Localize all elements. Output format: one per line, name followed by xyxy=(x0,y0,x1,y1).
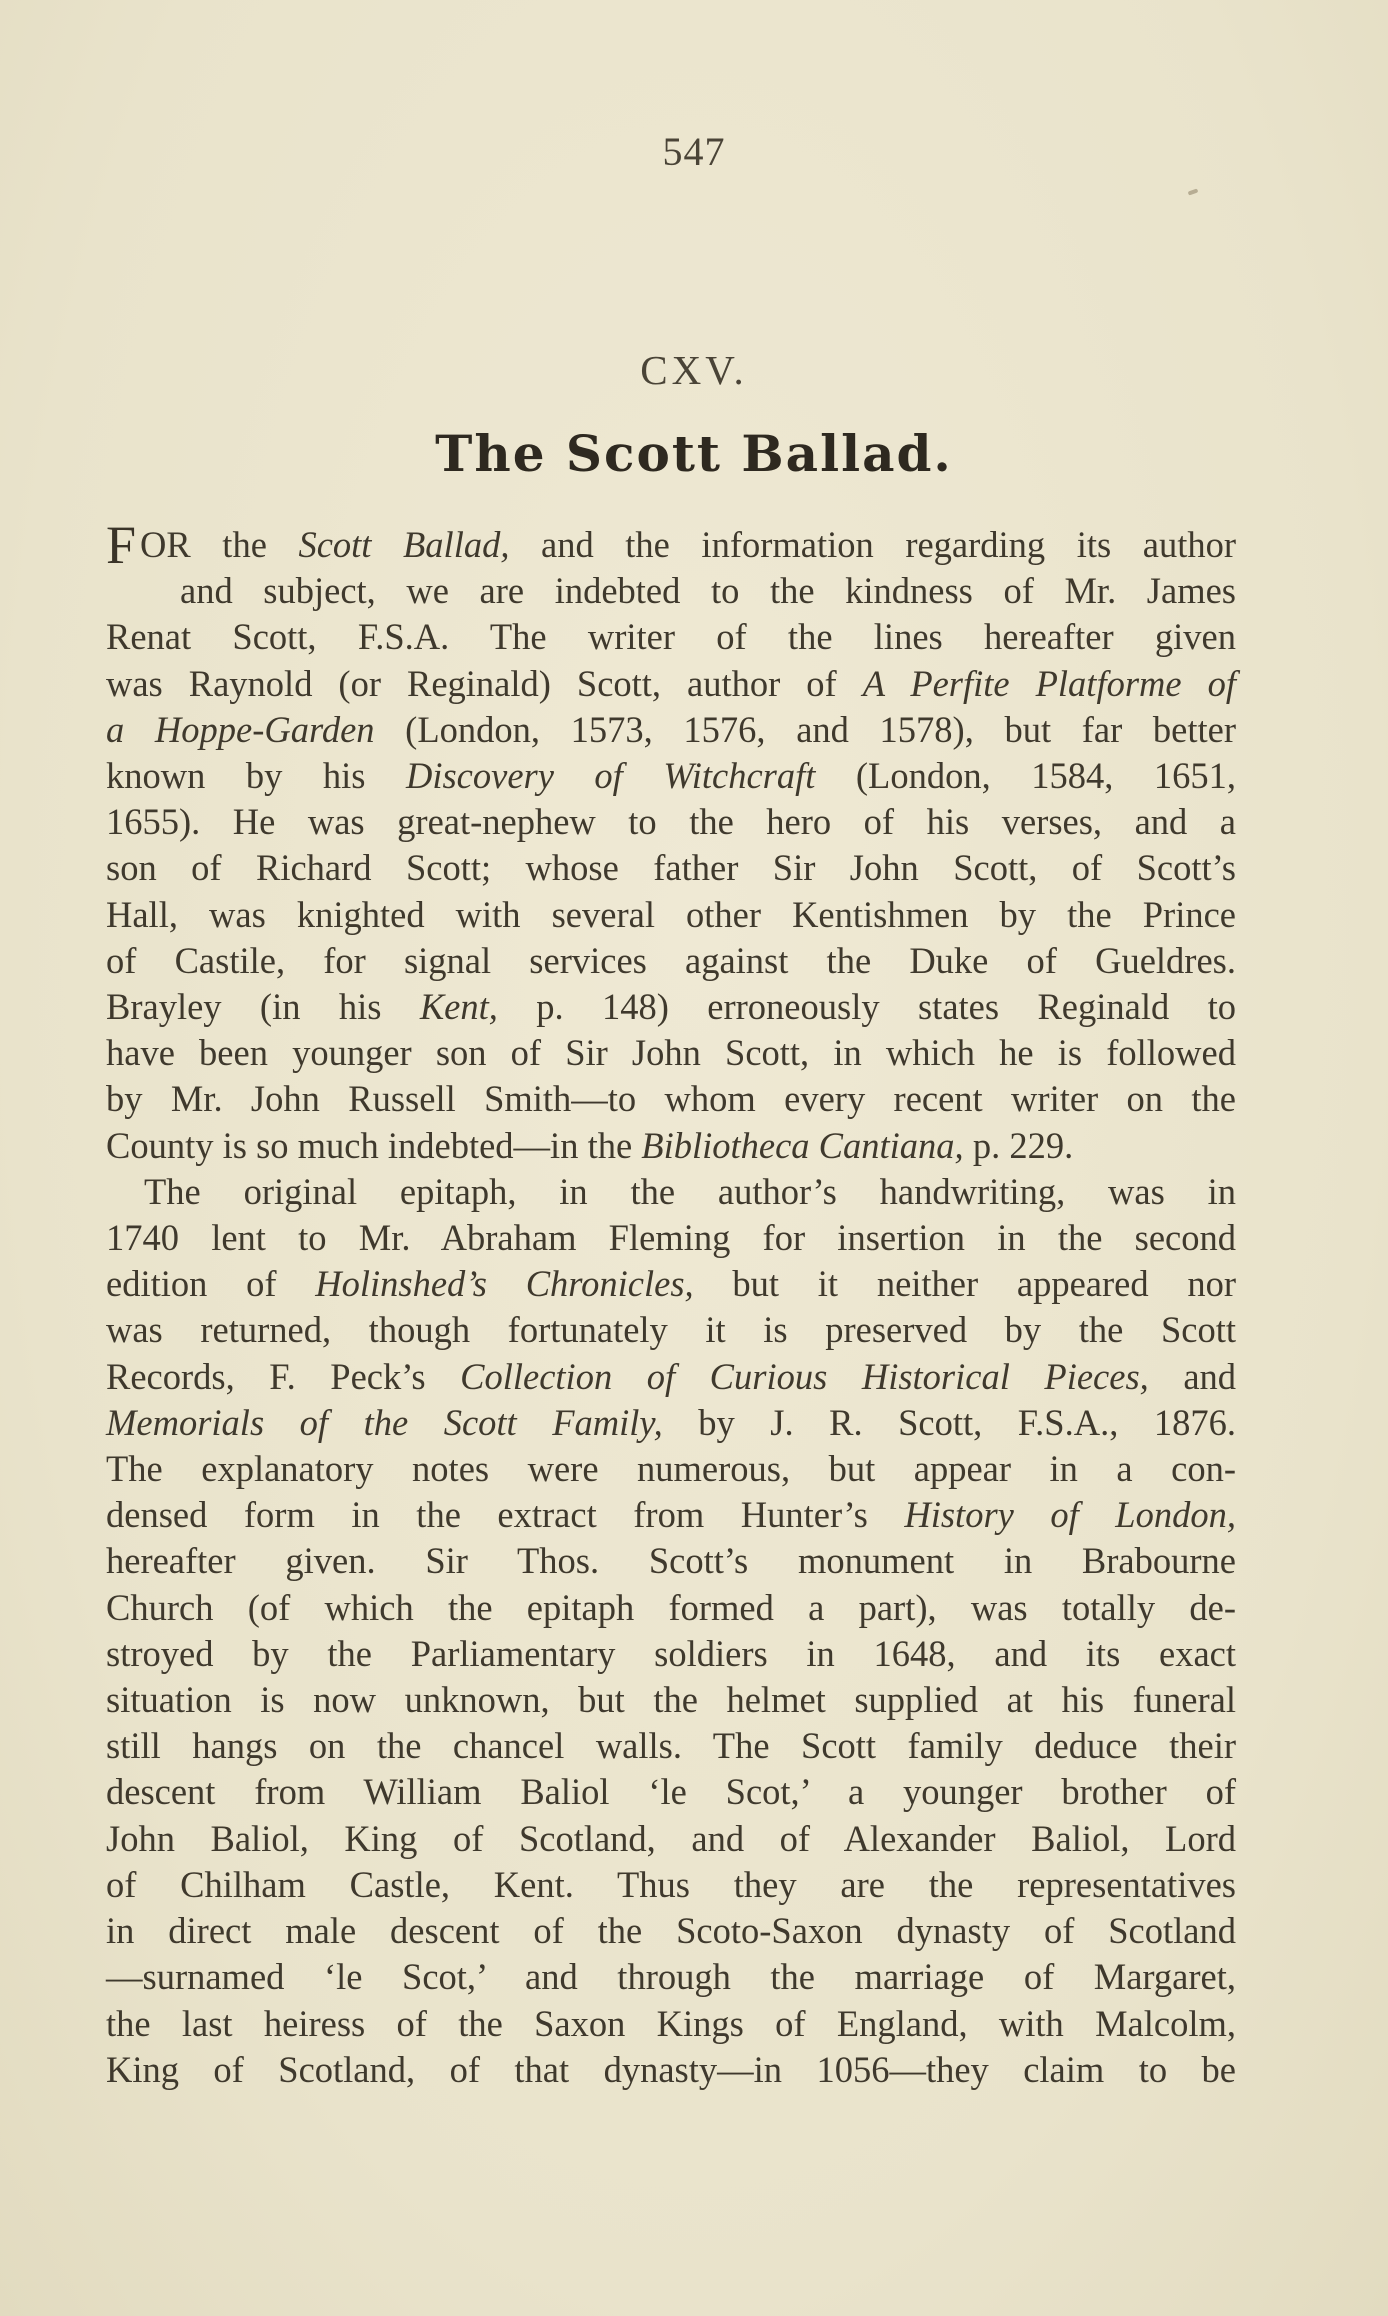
text-run: stroyed by the Parliamentary soldiers in 1648, and its exact xyxy=(106,1632,1236,1674)
text-line xyxy=(106,1400,1236,1446)
text-line xyxy=(106,892,1236,938)
text-run: edition of xyxy=(106,1263,316,1305)
text-run: Hall, was knighted with several other Kentishmen by the Prince xyxy=(106,893,1236,935)
text-line xyxy=(106,1261,1236,1307)
text-run: p. 148) erroneously states Reginald to xyxy=(497,986,1236,1028)
text-line xyxy=(106,1954,1236,2000)
text-run: p. 229. xyxy=(963,1124,1074,1166)
italic-title: Memorials of the Scott Family, xyxy=(106,1401,663,1443)
text-run: known by his xyxy=(106,755,406,797)
text-run: The explanatory notes were numerous, but appear in a con- xyxy=(106,1448,1236,1490)
text-run: by Mr. John Russell Smith—to whom every recent writer on the xyxy=(106,1078,1236,1120)
italic-title: a Hoppe-Garden xyxy=(106,708,375,750)
text-line xyxy=(106,1123,1236,1169)
text-line xyxy=(106,1076,1236,1122)
text-line xyxy=(106,614,1236,660)
text-run: hereafter given. Sir Thos. Scott’s monument in Brabourne xyxy=(106,1540,1236,1582)
text-line xyxy=(106,1816,1236,1862)
italic-title: Bibliotheca Cantiana, xyxy=(641,1124,964,1166)
text-line xyxy=(106,661,1236,707)
text-run: (London, 1584, 1651, xyxy=(815,755,1236,797)
italic-title: Scott Ballad, xyxy=(298,524,510,565)
text-line xyxy=(106,2001,1236,2047)
text-line xyxy=(106,1585,1236,1631)
text-line xyxy=(106,1538,1236,1584)
chapter-title: The Scott Ballad. xyxy=(435,424,953,483)
text-run: descent from William Baliol ‘le Scot,’ a younger brother of xyxy=(106,1771,1236,1813)
text-line xyxy=(106,1723,1236,1769)
italic-title: Kent, xyxy=(419,986,498,1028)
text-run: of Castile, for signal services against the Duke of Gueldres. xyxy=(106,939,1236,981)
text-line xyxy=(106,568,1236,614)
text-line xyxy=(106,1631,1236,1677)
text-line xyxy=(106,1862,1236,1908)
text-run: John Baliol, King of Scotland, and of Alexander Baliol, Lord xyxy=(106,1817,1236,1859)
text-run: OR the xyxy=(140,524,299,565)
text-run: by J. R. Scott, F.S.A., 1876. xyxy=(662,1401,1236,1443)
text-run: have been younger son of Sir John Scott, in which he is followed xyxy=(106,1032,1236,1074)
text-line xyxy=(106,1030,1236,1076)
text-run: (London, 1573, 1576, and 1578), but far better xyxy=(374,708,1237,750)
text-run: 1740 lent to Mr. Abraham Fleming for insertion in the second xyxy=(106,1217,1236,1259)
text-run: and subject, we are indebted to the kindness of Mr. James xyxy=(180,570,1236,612)
chapter-number: CXV. xyxy=(640,347,748,393)
text-line xyxy=(106,984,1236,1030)
text-run: King of Scotland, of that dynasty—in 1056—they claim to be xyxy=(106,2048,1236,2090)
text-line xyxy=(106,753,1236,799)
text-line xyxy=(106,845,1236,891)
text-run: County is so much indebted—in the xyxy=(106,1124,642,1166)
text-run: Church (of which the epitaph formed a part), was totally de- xyxy=(106,1586,1236,1628)
text-line xyxy=(106,1354,1236,1400)
italic-title: Holinshed’s Chronicles, xyxy=(315,1263,694,1305)
text-run: Brayley (in his xyxy=(106,986,420,1028)
text-run: and xyxy=(1148,1355,1237,1397)
drop-cap: F xyxy=(106,515,137,575)
text-line xyxy=(106,1169,1236,1215)
text-line xyxy=(106,1492,1236,1538)
text-line xyxy=(106,1677,1236,1723)
text-run: was Raynold (or Reginald) Scott, author of xyxy=(106,662,863,704)
page-number: 547 xyxy=(662,129,726,174)
text-run: Records, F. Peck’s xyxy=(106,1355,461,1397)
text-run: was returned, though fortunately it is preserved by the Scott xyxy=(106,1309,1236,1351)
text-run: but it neither appeared nor xyxy=(693,1263,1236,1305)
text-line xyxy=(106,799,1236,845)
italic-title: Discovery of Witchcraft xyxy=(405,755,816,797)
text-run: still hangs on the chancel walls. The Scott family deduce their xyxy=(106,1725,1236,1767)
text-line xyxy=(106,1908,1236,1954)
paper-blemish xyxy=(1188,188,1199,195)
text-run: of Chilham Castle, Kent. Thus they are the representatives xyxy=(106,1863,1236,1905)
italic-title: Collection of Curious Historical Pieces, xyxy=(460,1355,1149,1397)
text-run: the last heiress of the Saxon Kings of England, with Malcolm, xyxy=(106,2002,1236,2044)
text-run: Renat Scott, F.S.A. The writer of the lines hereafter given xyxy=(106,616,1236,658)
text-run: son of Richard Scott; whose father Sir John Scott, of Scott’s xyxy=(106,847,1236,889)
text-run: in direct male descent of the Scoto-Saxon dynasty of Scotland xyxy=(106,1910,1236,1952)
text-line xyxy=(106,1215,1236,1261)
text-run: —surnamed ‘le Scot,’ and through the marriage of Margaret, xyxy=(106,1956,1236,1998)
text-run: The original epitaph, in the author’s handwriting, was in xyxy=(144,1170,1236,1212)
italic-title: A Perfite Platforme of xyxy=(862,662,1236,704)
text-run: densed form in the extract from Hunter’s xyxy=(106,1494,905,1536)
italic-title: History of London, xyxy=(904,1494,1236,1536)
text-line xyxy=(106,515,1237,575)
text-run: situation is now unknown, but the helmet supplied at his funeral xyxy=(106,1679,1236,1721)
body-text xyxy=(106,515,1237,2093)
text-line xyxy=(106,1769,1236,1815)
text-run: 1655). He was great-nephew to the hero of his verses, and a xyxy=(106,801,1236,843)
text-line xyxy=(106,1446,1236,1492)
text-run: and the information regarding its author xyxy=(509,524,1237,565)
text-line xyxy=(106,707,1236,753)
text-line xyxy=(106,2047,1236,2093)
text-line xyxy=(106,1307,1236,1353)
text-line xyxy=(106,938,1236,984)
